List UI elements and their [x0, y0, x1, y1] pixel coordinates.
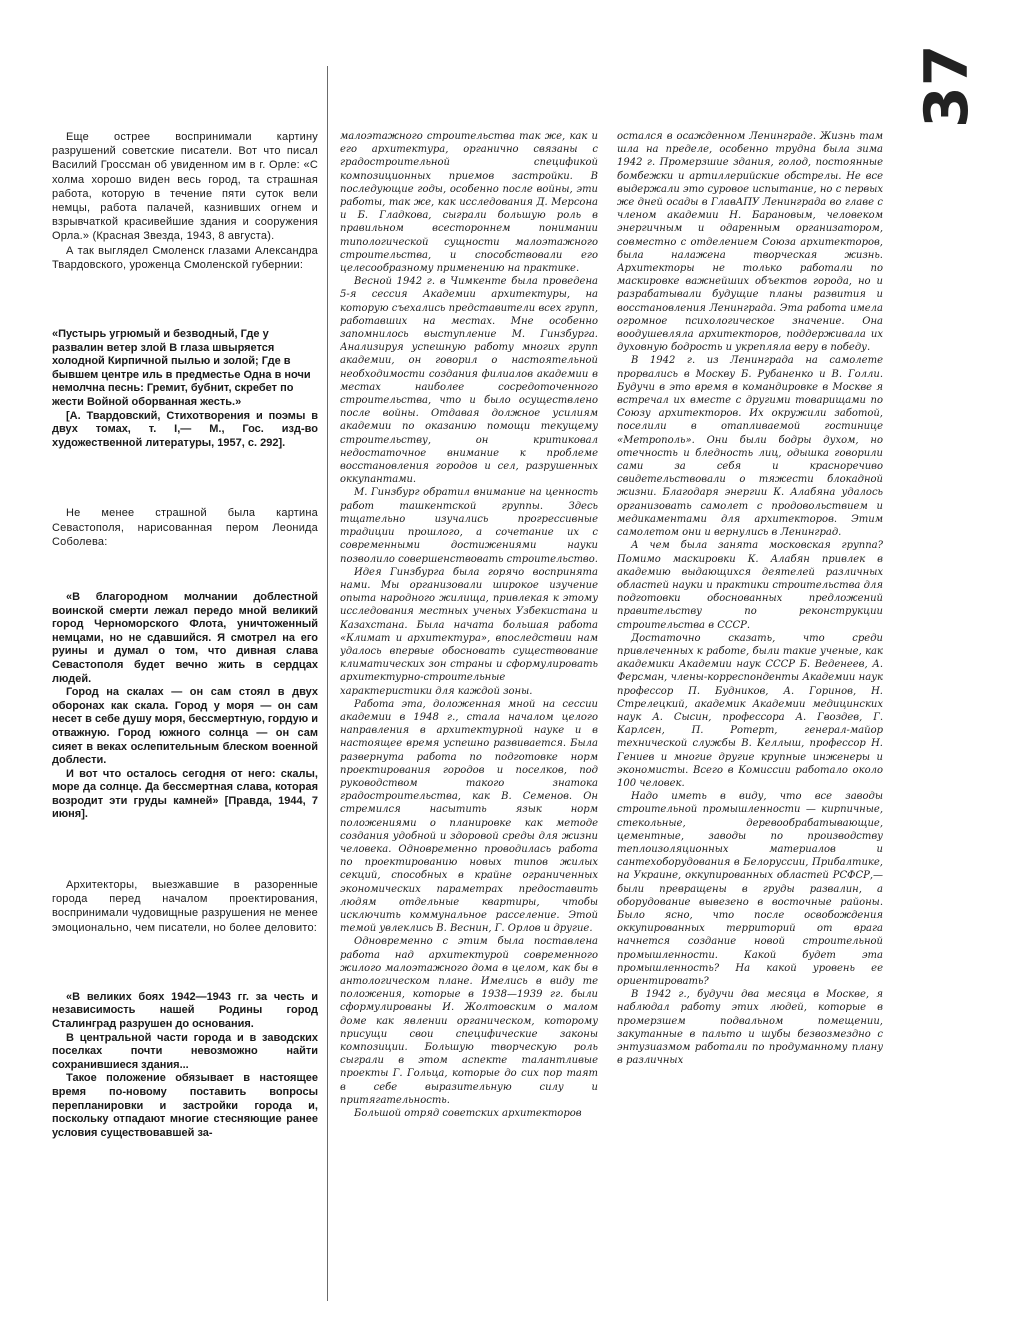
paragraph: малоэтажного строительства так же, как и его архитектура, органично связаны с градостроительной спецификой композиционных приемов застройки. В последующие годы, особенно после войны, эти работы, так же, как исследования Д. Мерсона и Б. Гладкова, сыграли большую роль в правильном всестороннем понимании типологической сущности малоэтажного строительства, и способствовали его целесообразному применению на практике.: [340, 131, 598, 275]
left-column: [52, 130, 318, 1320]
paragraph: Большой отряд советских архитекторов: [354, 1108, 582, 1120]
paragraph: Идея Гинзбурга была горячо воспринята нами. Мы организовали широкое изучение опыта народного жилища, привлекая к этому исследования местных ученых Узбекистана и Казахстана. Была начата большая работа «Климат и архитектура», впоследствии нам удалось впервые обосновать существование климатических зон страны и сформулировать архитектурно-строительные характеристики для каждой зоны.: [340, 566, 598, 697]
paragraph: Не менее страшной была картина Севастополя, нарисованная пером Леонида Соболева:: [52, 507, 318, 548]
paragraph: Надо иметь в виду, что все заводы строительной промышленности — кирпичные, стекольные, деревообрабатывающие, цементные, заводы по производству теплоизоляционных материалов и сантехоборудования в Белоруссии, Прибалтике, на Украине, оккупированных областей РСФСР,— были превращены в груды развалин, а оборудование вывезено в восточные районы. Было ясно, что после освобождения оккупированных территорий от врага начнется создание новой строительной промышленности. Какой будет эта промышленность? На какой уровень ее ориентировать?: [617, 791, 883, 987]
paragraph: остался в осажденном Ленинграде. Жизнь там шла на пределе, особенно трудна была зима 1942 г. Промерзшие здания, голод, постоянные бомбежки и артиллерийские обстрелы. Не все выдержали это суровое испытание, но с первых же дней осады в ГлавАПУ Ленинграда во главе с членом академии Н. Барановым, человеком энергичным и одаренным организатором, совместно с отделением Союза архитекторов, была налажена творческая жизнь. Архитекторы не только работали по маскировке важнейших объектов города, но и разрабатывали будущие планы развития и восстановления Ленинграда. Эта работа имела огромное психологическое значение. Она воодушевляла архитекторов, поддерживала их духовную бодрость и укрепляла веру в победу.: [617, 131, 883, 354]
paragraph: Достаточно сказать, что среди привлеченных к работе, были такие ученые, как академики Академии наук СССР Б. Веденеев, А. Ферсман, члены-корреспонденты Академии наук профессор П. Будников, А. Горинов, Н. Стрелецкий, академик Академии медицинских наук А. Сысин, профессора А. Гвоздев, Г. Карлсен, П. Ротерт, генерал-майор технической службы В. Келлыш, профессор Н. Гениев и многие другие крупные инженеры и экономисты. Всего в Комиссии работало около 100 человек.: [617, 632, 883, 789]
paragraph: Весной 1942 г. в Чимкенте была проведена 5-я сессия Академии архитектуры, на которую съехались представители всех групп, работавших на местах. Мне особенно запомнилось выступление М. Гинзбурга. Анализируя успешную работу многих групп академии, он говорил о настоятельной необходимости создания филиалов академии в местах наиболее сосредоточенного строительства, что и было осуществлено после войны. Отдавая должное усилиям академии по оказанию помощи текущему строительству, он критиковал недостаточное внимание к проблеме восстановления городов и сел, разрушенных оккупантами.: [340, 276, 598, 486]
paragraph: Еще острее воспринимали картину разрушений советские писатели. Вот что писал Василий Гроссман об увиденном им в г. Орле: «С холма хорошо виден весь город, та страшная работа, которую в течение пяти суток вели немцы, работа палачей, казнивших огнем и взрывчаткой красивейшие здания и сооружения Орла.» (Красная Звезда, 1943, 8 августа).: [52, 131, 318, 243]
paragraph: А так выглядел Смоленск глазами Александра Твардовского, уроженца Смоленской губернии:: [52, 244, 318, 271]
quote-paragraph: «В великих боях 1942—1943 гг. за честь и независимость нашей Родины город Сталинград разрушен до основания.: [52, 990, 318, 1031]
quote-paragraph: В центральной части города и в заводских поселках почти невозможно найти сохранившиеся здания...: [52, 1031, 318, 1071]
quote-verse: «Пустырь угрюмый и безводный, Где у развалин ветер злой В глаза швыряется холодной Кирпичной пылью и золой; Где в бывшем центре иль в предместье Одна в ночи немолчна песнь: Гремит, бубнит, скребет по жести Войной оборванная жесть.»: [52, 328, 311, 408]
quote-paragraph: «В благородном молчании доблестной воинской смерти лежал передо мной великий город Черноморского Флота, уничтоженный немцами, но не сдавшийся. Я смотрел на его руины и думал о том, что дивная слава Севастополя будет вечно жить в сердцах людей.: [52, 590, 318, 685]
quote-paragraph: Город на скалах — он сам стоял в двух оборонах как скала. Город у моря — он сам несет в себе душу моря, бессмертную, гордую и отважную. Город южного солнца — он сам сияет в веках ослепительным блеском военной доблести.: [52, 686, 318, 767]
quote-source: [А. Твардовский, Стихотворения и поэмы в двух томах, т. I,— М., Гос. изд-во художественной литературы, 1957, с. 292].: [52, 409, 318, 449]
paragraph: В 1942 г. из Ленинграда на самолете прорвались в Москву Б. Рубаненко и В. Голли. Будучи в это время в командировке в Москве я встречал их вместе с другими товарищами по Союзу архитекторов. Их окружили заботой, поселили в отапливаемой гостинице «Метрополь». Они были бодры духом, но отечность и бледность лиц, одышка говорили сами за себя и красноречиво свидетельствовали о тяжести блокадной жизни. Благодаря энергии К. Алабяна удалось организовать самолет с продовольствием и медикаментами для архитекторов. Этим самолетом они и вернулись в Ленинград.: [617, 355, 883, 539]
middle-column: [340, 130, 598, 1325]
page-number: 37: [912, 44, 982, 128]
column-divider: [327, 66, 328, 1301]
quote-paragraph: И вот что осталось сегодня от него: скалы, море да солнце. Да бессмертная слава, которая возродит эти груды камней» [Правда, 1944, 7 июня].: [52, 767, 318, 821]
paragraph: В 1942 г., будучи два месяца в Москве, я наблюдал работу этих людей, которые в промерзшем подвальном помещении, закутанные в пальто и шубы безвозмездно с энтузиазмом работали по продуманному плану в различных: [617, 989, 883, 1067]
quote-paragraph: Такое положение обязывает в настоящее время по-новому поставить вопросы перепланировки и застройки города и, поскольку отпадают многие стесняющие ранее условия существовавшей за-: [52, 1072, 318, 1139]
paragraph: Архитекторы, выезжавшие в разоренные города перед началом проектирования, воспринимали чудовищные разрушения не менее эмоционально, чем писатели, но более деловито:: [52, 879, 318, 934]
paragraph: А чем была занята московская группа? Помимо маскировки К. Алабян привлек в академию выдающихся деятелей различных областей науки и практики строительства для подготовки обоснованных предложений правительству по реконструкции строительства в СССР.: [617, 540, 883, 631]
paragraph: Работа эта, доложенная мной на сессии академии в 1948 г., стала началом целого направления в архитектурной науке и в настоящее время успешно развивается. Была развернута работа по подготовке норм проектирования городов и поселков, под руководством такого знатока градостроительства, как В. Семенов. Он стремился насытить язык норм положениями о планировке как методе создания удобной и здоровой среды для жизни человека. Одновременно проводилась работа по проектированию новых типов жилых секций, способных в крайне ограниченных экономических параметрах предоставить людям отдельные квартиры, чтобы исключить коммунальное расселение. Этой темой увлеклись В. Веснин, Г. Орлов и другие.: [340, 698, 598, 935]
paragraph: М. Гинзбург обратил внимание на ценность работ ташкентской группы. Здесь тщательно изучались прогрессивные традиции прошлого, а сочетание их с современными достижениями науки позволило совершенствовать строительство.: [340, 487, 598, 565]
right-column: [617, 130, 883, 1210]
paragraph: Одновременно с этим была поставлена работа над архитектурой современного жилого малоэтажного дома в целом, как бы в антологическом плане. Имелись в виду те положения, которые в 1938—1939 гг. были сформулированы И. Жолтовским о малом доме как явлении органическом, которому присущи свои специфические законы композиции. Большую творческую роль сыграли в этом аспекте талантливые проекты Г. Гольца, которые до сих пор таят в себе выразительную силу и притягательность.: [340, 936, 598, 1106]
